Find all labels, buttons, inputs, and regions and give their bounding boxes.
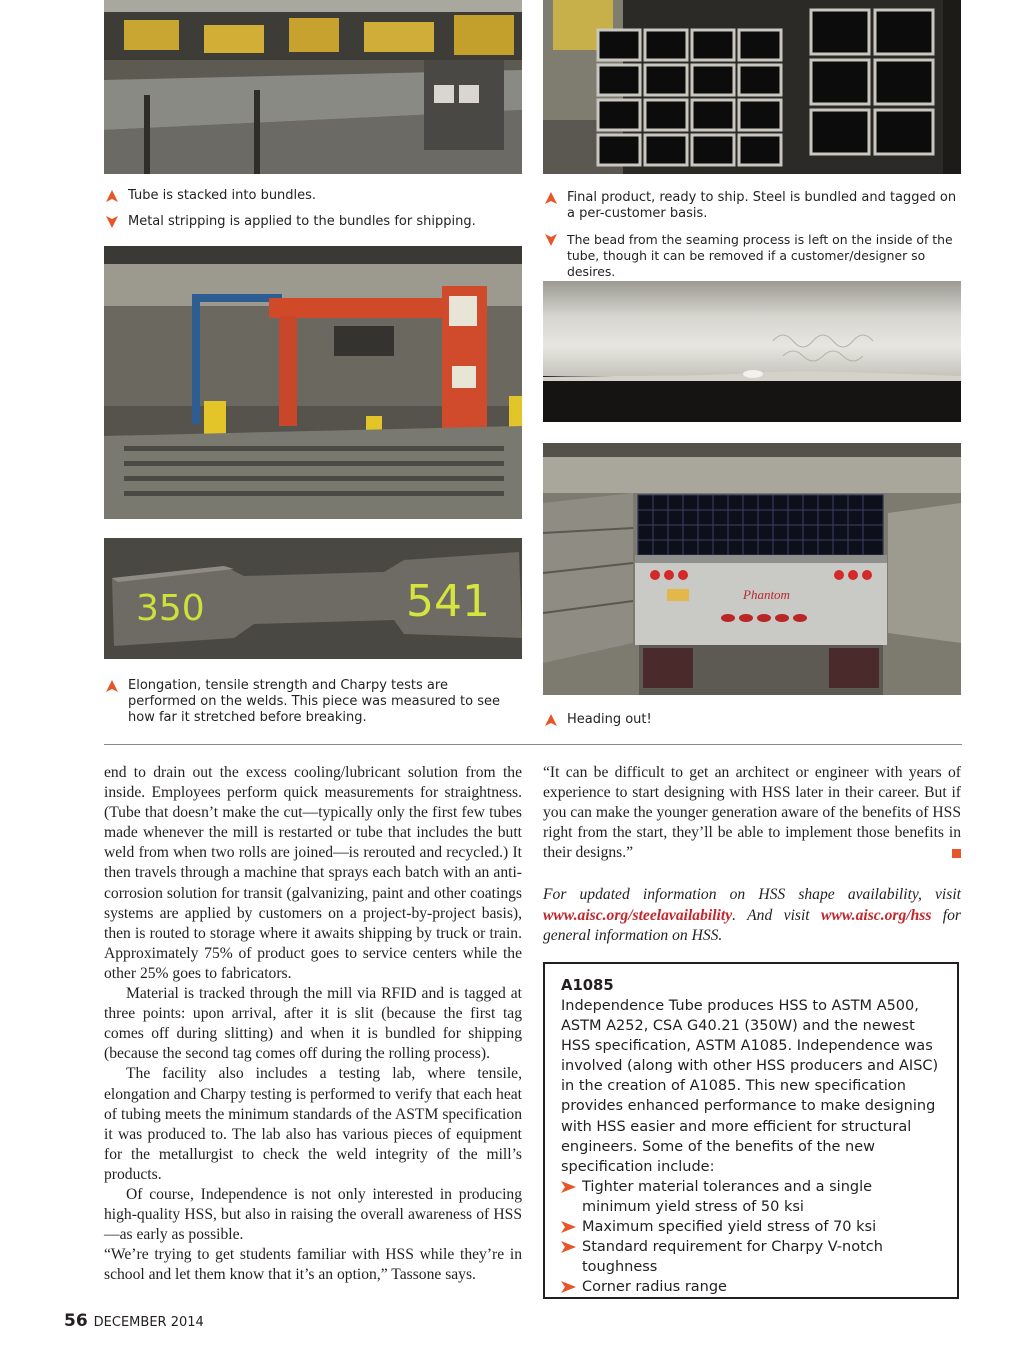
steel-availability-link[interactable]: www.aisc.org/steelavailability xyxy=(543,906,733,924)
body-column-left xyxy=(104,763,522,1285)
hss-info-link[interactable]: www.aisc.org/hss xyxy=(821,906,932,924)
list-item: Standard requirement for Charpy V-notch toughness xyxy=(561,1237,943,1277)
page-footer xyxy=(64,1311,204,1331)
caption-elongation: Elongation, tensile strength and Charpy tests are performed on the welds. This piece was measured to see how far it stretched before breaking. xyxy=(106,678,516,726)
bullet-arrow-icon xyxy=(561,1221,576,1233)
body-paragraph: The facility also includes a testing lab, where tensile, elongation and Charpy testing is performed to verify that each heat of tubing meets the minimum standards of the ASTM specification it was produced to. The lab also has various pieces of equipment for the metallurgist to check the weld integrity of the mill’s products. xyxy=(104,1065,522,1183)
tube-bundles-photo xyxy=(104,0,522,174)
body-paragraph: Of course, Independence is not only interested in producing high-quality HSS, but also in raising the overall awareness of HSS—as early as possible. xyxy=(104,1185,522,1244)
list-item: Corner radius range xyxy=(561,1277,943,1297)
body-paragraph: “We’re trying to get students familiar with HSS while they’re in school and let them know that it’s an option,” Tassone says. xyxy=(104,1246,522,1284)
down-arrow-icon xyxy=(545,234,557,246)
page-number: 56 xyxy=(64,1311,88,1331)
section-divider xyxy=(104,744,962,745)
down-arrow-icon xyxy=(106,216,118,228)
weld-bead-photo xyxy=(543,281,961,422)
end-mark-icon xyxy=(952,849,961,858)
body-paragraph: Material is tracked through the mill via RFID and is tagged at three points: upon arrival, after it is slit (because the first tag comes off during slitting) and when it is bundled for shipping (because the second tag comes off during the rolling process). xyxy=(104,985,522,1063)
specimen-label-left: 350 xyxy=(136,588,205,629)
list-item: Maximum specified yield stress of 70 ksi xyxy=(561,1217,943,1237)
specimen-label-right: 541 xyxy=(406,576,490,627)
truck-logo-label: Phantom xyxy=(743,587,790,602)
a1085-sidebar xyxy=(543,962,959,1299)
body-paragraph: end to drain out the excess cooling/lubricant solution from the inside. Employees perform quick measurements for straightness. (Tube that doesn’t make the cut—typically only the first few tubes made whenever the mill is restarted or tube that includes the butt weld from when two rolls are joined—is rerouted and recycled.) It then travels through a machine that sprays each batch with an anti-corrosion solution for transit (galvanizing, paint and other coatings systems are applied by customers on a project-by-project basis), then is routed to storage where it awaits shipping by truck or train. Approximately 75% of product goes to service centers while the other 25% goes to fabricators. xyxy=(104,764,522,982)
list-item: Tighter material tolerances and a single minimum yield stress of 50 ksi xyxy=(561,1177,943,1217)
benefits-list xyxy=(561,1177,943,1298)
more-info-note: For updated information on HSS shape availability, visit www.aisc.org/steelavailability. And visit www.aisc.org/hss for general information on HSS. xyxy=(543,886,961,944)
caption-bead: The bead from the seaming process is left on the inside of the tube, though it can be removed if a customer/designer so desires. xyxy=(545,232,959,280)
sidebar-body: Independence Tube produces HSS to ASTM A500, ASTM A252, CSA G40.21 (350W) and the newest HSS specification, ASTM A1085. Independence was involved (along with other HSS producers and AISC) in the creation of A1085. This new specification provides enhanced performance to make designing with HSS easier and more efficient for structural engineers. Some of the benefits of the new specification include: xyxy=(561,998,939,1175)
up-arrow-icon xyxy=(106,190,118,202)
bullet-arrow-icon xyxy=(561,1181,576,1193)
sidebar-title: A1085 xyxy=(561,977,614,994)
caption-stacked: Tube is stacked into bundles. xyxy=(106,188,516,204)
final-product-photo xyxy=(543,0,961,174)
closing-quote: “It can be difficult to get an architect or engineer with years of experience to start designing with HSS later in their career. But if you can make the younger generation aware of the benefits of HSS right from the start, they’ll be able to implement those benefits in their designs.” xyxy=(543,764,961,862)
strapping-machine-photo xyxy=(104,246,522,519)
up-arrow-icon xyxy=(545,192,557,204)
bullet-arrow-icon xyxy=(561,1281,576,1293)
caption-final-product: Final product, ready to ship. Steel is bundled and tagged on a per-customer basis. xyxy=(545,190,959,222)
caption-heading-out: Heading out! xyxy=(545,712,959,728)
up-arrow-icon xyxy=(106,680,118,692)
truck-heading-out-photo xyxy=(543,443,961,695)
test-specimen-photo xyxy=(104,538,522,659)
caption-stripping: Metal stripping is applied to the bundles for shipping. xyxy=(106,214,516,230)
body-column-right xyxy=(543,763,961,946)
up-arrow-icon xyxy=(545,714,557,726)
issue-date: DECEMBER 2014 xyxy=(93,1315,204,1330)
bullet-arrow-icon xyxy=(561,1241,576,1253)
